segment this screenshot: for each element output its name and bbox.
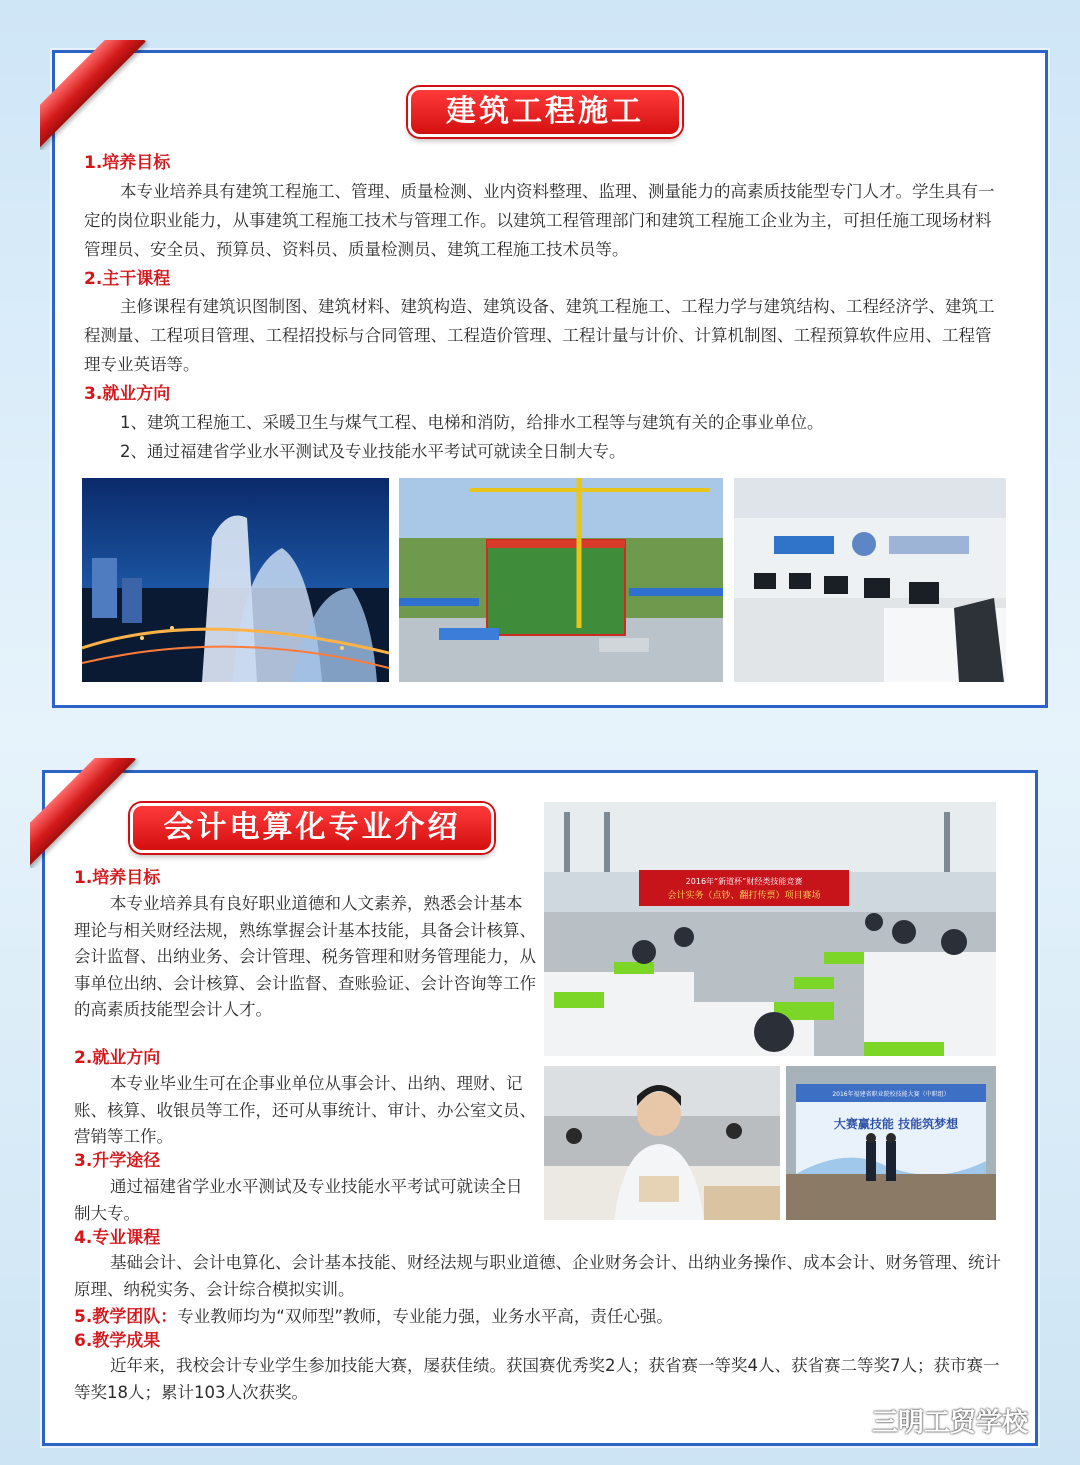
acc-employment-text: 本专业毕业生可在企事业单位从事会计、出纳、理财、记账、核算、收银员等工作，还可从事统计、审计、办公室文员、营销等工作。 [74,1074,536,1146]
chat-bubble-icon [840,1414,866,1434]
banner-line-1: 2016年“新道杯”财经类技能竞赛 [685,877,803,886]
acc-further-heading: 3.升学途径 [74,1151,161,1171]
contest-stage-photo [786,1066,996,1220]
student-practice-photo [544,1066,780,1220]
stage-banner-slogan: 大赛赢技能 技能筑梦想 [833,1117,959,1131]
acc-team-line [74,1302,673,1331]
school-watermark [840,1402,1028,1439]
construction-site-photo [399,478,723,682]
main-courses-heading: 2.主干课程 [84,269,171,289]
acc-results-heading: 6.教学成果 [74,1331,161,1351]
employment-heading: 3.就业方向 [84,384,171,404]
city-night-photo [82,478,389,682]
competition-hall-photo [544,802,996,1056]
acc-team-heading: 5.教学团队： [74,1307,178,1327]
corner-ribbon [30,758,140,868]
acc-further-text: 通过福建省学业水平测试及专业技能水平考试可就读全日制大专。 [74,1177,523,1223]
stage-banner-title: 2016年福建省职业院校技能大赛（中职组） [832,1091,950,1098]
accounting-title: 会计电算化专业介绍 [130,803,494,853]
acc-employment-heading: 2.就业方向 [74,1048,161,1068]
training-goal-heading: 1.培养目标 [84,153,171,173]
watermark-text: 三明工贸学校 [872,1408,1029,1438]
acc-courses-text: 基础会计、会计电算化、会计基本技能、财经法规与职业道德、企业财务会计、出纳业务操作、成本会计、财务管理、统计原理、纳税实务、会计综合模拟实训。 [74,1253,1001,1299]
banner-line-2: 会计实务（点钞、翻打传票）项目赛场 [667,891,821,901]
acc-courses-heading: 4.专业课程 [74,1228,161,1248]
acc-team-text: 专业教师均为“双师型”教师，专业能力强，业务水平高，责任心强。 [177,1307,673,1326]
construction-title: 建筑工程施工 [408,87,682,137]
acc-goal-heading: 1.培养目标 [74,868,161,888]
computer-lab-photo [734,478,1006,682]
corner-ribbon [40,40,150,150]
main-courses-text: 主修课程有建筑识图制图、建筑材料、建筑构造、建筑设备、建筑工程施工、工程力学与建筑结构、工程经济学、建筑工程测量、工程项目管理、工程招投标与合同管理、工程造价管理、工程计量与计价、计算机制图、工程预算软件应用、工程管理专业英语等。 [84,297,995,374]
training-goal-text: 本专业培养具有建筑工程施工、管理、质量检测、业内资料整理、监理、测量能力的高素质技能型专门人才。学生具有一定的岗位职业能力，从事建筑工程施工技术与管理工作。以建筑工程管理部门和建筑工程施工企业为主，可担任施工现场材料管理员、安全员、预算员、资料员、质量检测员、建筑工程施工技术员等。 [84,182,995,259]
employment-item-2: 2、通过福建省学业水平测试及专业技能水平考试可就读全日制大专。 [120,442,626,461]
employment-item-1: 1、建筑工程施工、采暖卫生与煤气工程、电梯和消防，给排水工程等与建筑有关的企事业单位。 [120,413,824,432]
acc-results-text: 近年来，我校会计专业学生参加技能大赛，屡获佳绩。获国赛优秀奖2人；获省赛一等奖4人、获省赛二等奖7人；获市赛一等奖18人；累计103人次获奖。 [74,1356,1000,1402]
acc-goal-text: 本专业培养具有良好职业道德和人文素养，熟悉会计基本理论与相关财经法规，熟练掌握会计基本技能，具备会计核算、会计监督、出纳业务、会计管理、税务管理和财务管理能力，从事单位出纳、会计核算、会计监督、查账验证、会计咨询等工作的高素质技能型会计人才。 [74,894,536,1019]
